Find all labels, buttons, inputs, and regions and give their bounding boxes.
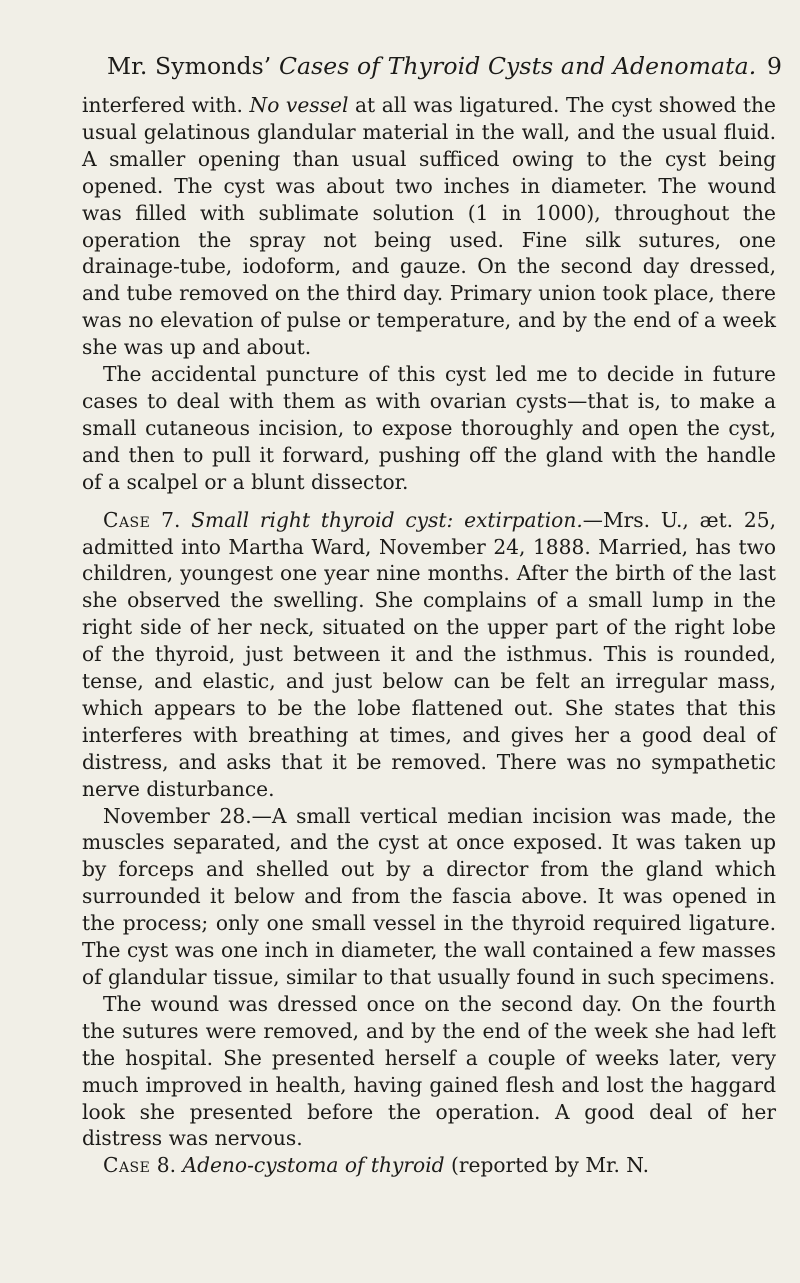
body-text bbox=[82, 92, 776, 1179]
case-7-paragraph bbox=[82, 507, 776, 803]
paragraph: November 28.—A small vertical median incision was made, the muscles separated, and the cyst at once exposed. It was taken up by forceps and shelled out by a director from the gland which surrounded it below and from the fascia above. It was opened in the process; only one small vessel in the thyroid required ligature. The cyst was one inch in diameter, the wall contained a few masses of glandular tissue, similar to that usually found in such specimens. bbox=[82, 803, 776, 989]
running-head-author: Mr. Symonds’ bbox=[107, 52, 272, 80]
paragraph: The accidental puncture of this cyst led me to decide in future cases to deal with them as with ovarian cysts—that is, to make a small cutaneous incision, to expose thoroughly and open the cyst, and then to pull it forward, pushing off the gland with the handle of a scalpel or a blunt dissector. bbox=[82, 362, 776, 494]
paragraph-italic-phrase: No vessel bbox=[249, 93, 349, 117]
running-head bbox=[107, 52, 782, 88]
paragraph-text-rest: at all was ligatured. The cyst showed the usual gelatinous glandular material in the wall, and the usual fluid. A smaller opening than usual sufficed owing to the cyst being opened. The cyst was about two inches in diameter. The wound was filled with sublimate solution (1 in 1000), throughout the operation the spray not being used. Fine silk sutures, one drainage-tube, iodoform, and gauze. On the second day dressed, and tube removed on the third day. Primary union took place, there was no elevation of pulse or temperature, and by the end of a week she was up and about. bbox=[82, 93, 776, 360]
paragraph-text-start: interfered with. bbox=[82, 93, 250, 117]
running-head-text bbox=[107, 52, 756, 80]
paragraph: The wound was dressed once on the second day. On the fourth the sutures were removed, and by the end of the week she had left the hospital. She presented herself a couple of weeks later, very much improved in health, having gained flesh and lost the haggard look she presented before the operation. A good deal of her distress was nervous. bbox=[82, 991, 776, 1151]
case-title: Small right thyroid cyst: extirpation. bbox=[191, 507, 583, 532]
case-8-paragraph bbox=[82, 1152, 776, 1179]
case-text: (reported by Mr. N. bbox=[444, 1153, 650, 1178]
page-number: 9 bbox=[766, 52, 782, 80]
running-head-title: Cases of Thyroid Cysts and Adenomata. bbox=[278, 52, 757, 80]
case-text: —Mrs. U., æt. 25, admitted into Martha Ward, November 24, 1888. Married, has two children, youngest one year nine months. After the birth of the last she observed the swelling. She complains of a small lump in the right side of her neck, situated on the upper part of the right lobe of the thyroid, just between it and the isthmus. This is rounded, tense, and elastic, and just below can be felt an irregular mass, which appears to be the lobe flattened out. She states that this interferes with breathing at times, and gives her a good deal of distress, and asks that it be removed. There was no sympathetic nerve disturbance. bbox=[82, 507, 776, 801]
case-title: Adeno-cystoma of thyroid bbox=[182, 1153, 445, 1178]
case-label: Case bbox=[103, 507, 151, 532]
case-number: 7. bbox=[150, 507, 192, 532]
case-label: Case bbox=[103, 1153, 151, 1178]
paragraph-continuation bbox=[82, 92, 776, 361]
case-number: 8. bbox=[150, 1153, 183, 1178]
